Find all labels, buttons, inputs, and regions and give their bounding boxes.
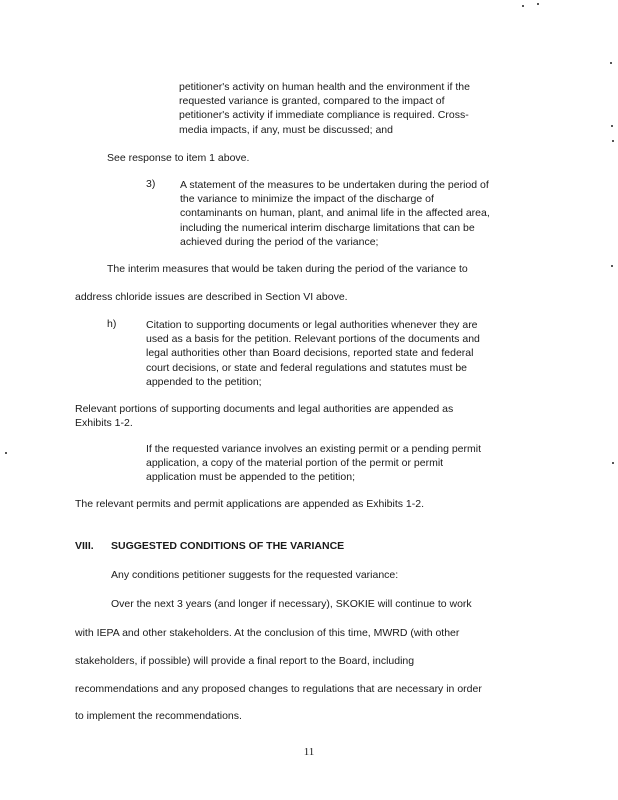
scan-speck bbox=[612, 462, 614, 464]
text-line: used as a basis for the petition. Relevant portions of the documents and bbox=[146, 333, 480, 346]
page-number: 11 bbox=[303, 746, 315, 758]
text-line: contaminants on human, plant, and animal life in the affected area, bbox=[180, 207, 490, 220]
text-line: court decisions, or state and federal regulations and statutes must be bbox=[146, 361, 468, 374]
text-line: A statement of the measures to be undertaken during the period of bbox=[180, 179, 489, 191]
body-line: Over the next 3 years (and longer if necessary), SKOKIE will continue to work bbox=[111, 598, 472, 610]
text-line: Exhibits 1-2. bbox=[75, 417, 133, 430]
text-line: appended to the petition; bbox=[146, 375, 262, 388]
text-line: Citation to supporting documents or legal authorities whenever they are bbox=[146, 319, 478, 331]
text-line: If the requested variance involves an existing permit or a pending permit bbox=[146, 443, 482, 455]
item-text-block bbox=[146, 442, 481, 485]
item-marker: h) bbox=[107, 318, 117, 330]
item-text-block bbox=[146, 318, 480, 389]
response-text: The relevant permits and permit applications are appended as Exhibits 1-2. bbox=[75, 498, 425, 510]
scan-speck bbox=[612, 140, 614, 142]
text-line: application must be appended to the petition; bbox=[146, 471, 355, 484]
response-text: address chloride issues are described in Section VI above. bbox=[75, 291, 348, 303]
body-line: stakeholders, if possible) will provide a final report to the Board, including bbox=[75, 655, 415, 667]
text-line: media impacts, if any, must be discussed; and bbox=[179, 123, 393, 136]
text-line: petitioner's activity on human health and the environment if the bbox=[179, 81, 470, 93]
text-line: application, a copy of the material portion of the permit or permit bbox=[146, 457, 444, 470]
item-marker: 3) bbox=[146, 178, 156, 190]
scan-speck bbox=[611, 265, 613, 267]
section-heading: SUGGESTED CONDITIONS OF THE VARIANCE bbox=[111, 540, 345, 552]
text-line: including the numerical interim discharge limitations that can be bbox=[180, 221, 475, 234]
conditions-intro: Any conditions petitioner suggests for the requested variance: bbox=[111, 569, 399, 581]
scan-speck bbox=[537, 3, 539, 5]
text-line: the variance to minimize the impact of the discharge of bbox=[180, 193, 434, 206]
body-line: with IEPA and other stakeholders. At the conclusion of this time, MWRD (with other bbox=[75, 627, 460, 639]
scan-speck bbox=[522, 5, 524, 7]
text-line: Relevant portions of supporting documents and legal authorities are appended as bbox=[75, 403, 454, 415]
section-number: VIII. bbox=[75, 540, 94, 552]
text-line: petitioner's activity if immediate compliance is required. Cross- bbox=[179, 109, 469, 122]
scan-speck bbox=[610, 62, 612, 64]
item-text-block bbox=[179, 80, 470, 137]
body-line: recommendations and any proposed changes to regulations that are necessary in order bbox=[75, 683, 482, 695]
body-line: to implement the recommendations. bbox=[75, 710, 242, 722]
text-line: legal authorities other than Board decisions, reported state and federal bbox=[146, 347, 474, 360]
scan-speck bbox=[5, 452, 7, 454]
response-text: See response to item 1 above. bbox=[107, 152, 250, 164]
scan-speck bbox=[611, 125, 613, 127]
response-text bbox=[75, 402, 453, 430]
item-text-block bbox=[180, 178, 490, 249]
text-line: achieved during the period of the variance; bbox=[180, 235, 379, 248]
text-line: requested variance is granted, compared to the impact of bbox=[179, 95, 445, 108]
response-text: The interim measures that would be taken during the period of the variance to bbox=[107, 263, 468, 275]
